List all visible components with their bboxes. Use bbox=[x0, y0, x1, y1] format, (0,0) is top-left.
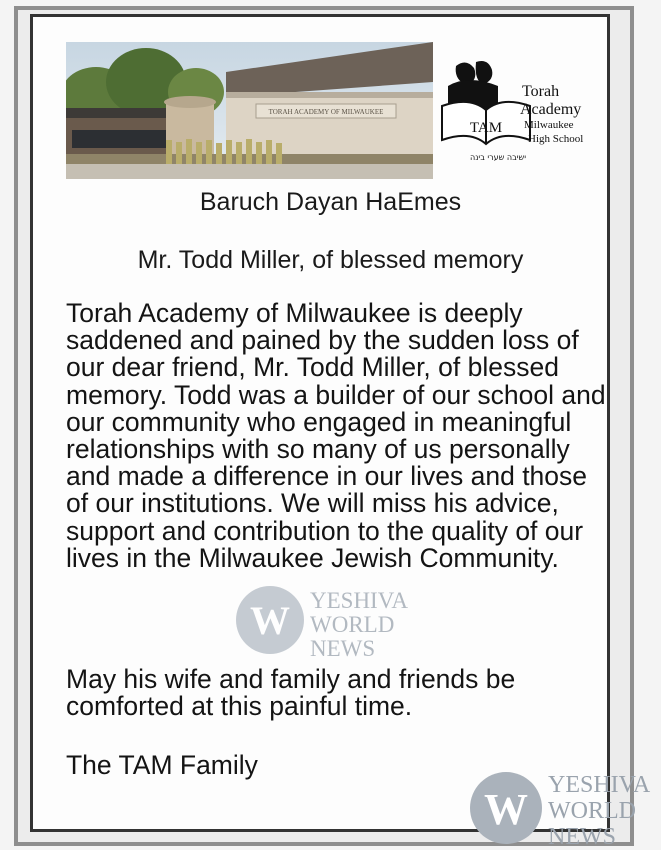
logo-name-line2: Academy bbox=[520, 101, 582, 118]
watermark-line2: WORLD bbox=[310, 612, 395, 637]
center-watermark bbox=[232, 582, 432, 662]
signature: The TAM Family bbox=[66, 750, 258, 780]
logo-name-line3: Milwaukee bbox=[524, 119, 574, 131]
notice-heading: Baruch Dayan HaEmes bbox=[199, 188, 462, 216]
school-building-photo bbox=[66, 42, 433, 179]
tam-logo bbox=[436, 56, 596, 166]
tribute-paragraph: Torah Academy of Milwaukee is deeply saddened and pained by the sudden loss of our dear friend, Mr. Todd Miller, of blessed memory. Todd was a builder of our school and our community who engaged in meaningful relationships with so many of us personally and made a difference in our lives and those of our institutions. We will miss his advice, support and contribution to the quality of our lives in the Milwaukee Jewish Community. bbox=[66, 298, 606, 573]
watermark-line1: YESHIVA bbox=[310, 588, 408, 613]
notice-subheading: Mr. Todd Miller, of blessed memory bbox=[137, 246, 524, 274]
logo-name-line1: Torah bbox=[522, 83, 560, 100]
svg-text:W: W bbox=[484, 785, 528, 834]
corner-watermark bbox=[466, 764, 661, 850]
watermark-line3: NEWS bbox=[310, 636, 376, 661]
logo-hebrew-motto: ישיבה שערי בינה bbox=[469, 153, 527, 162]
watermark-line3: NEWS bbox=[548, 824, 616, 850]
condolence-paragraph: May his wife and family and friends be comforted at this painful time. bbox=[66, 664, 516, 722]
building-sign-text: TORAH ACADEMY OF MILWAUKEE bbox=[268, 108, 384, 116]
watermark-line1: YESHIVA bbox=[548, 772, 651, 798]
watermark-line2: WORLD bbox=[548, 798, 636, 824]
svg-text:W: W bbox=[250, 598, 290, 643]
tam-monogram: TAM bbox=[469, 120, 503, 136]
logo-name-line4: High School bbox=[528, 133, 584, 145]
